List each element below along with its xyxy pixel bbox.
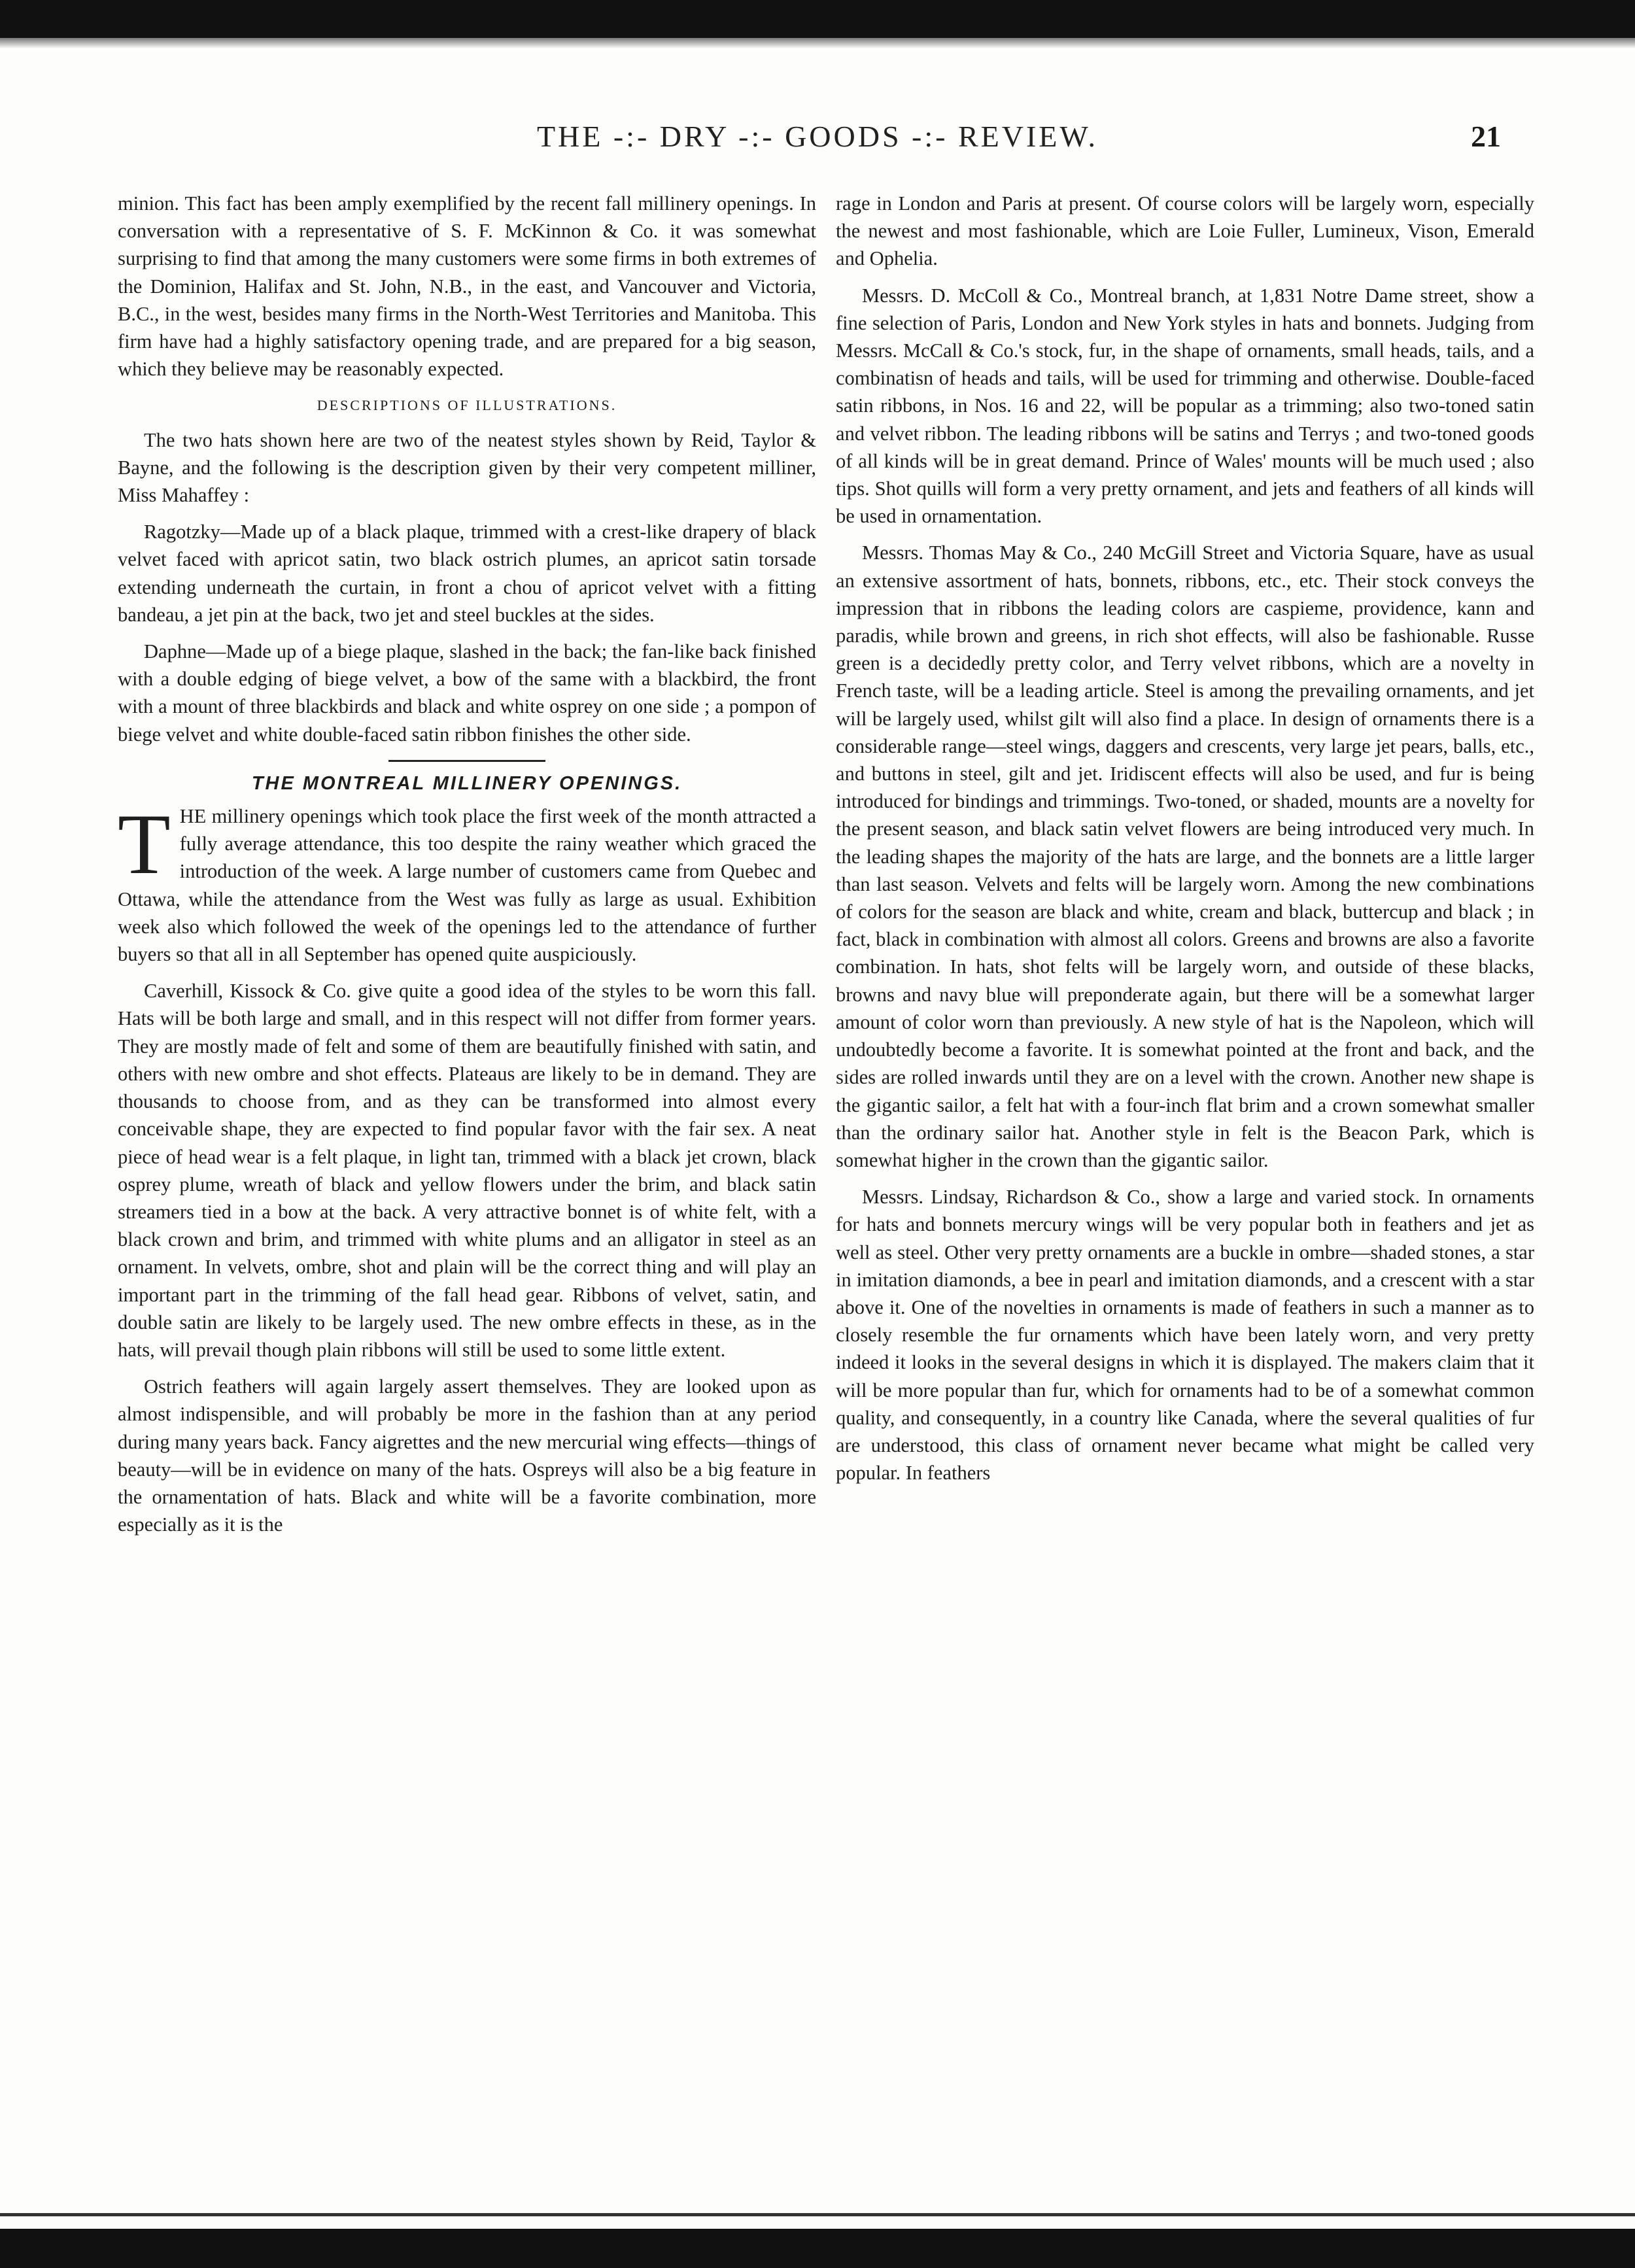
top-scan-border	[0, 0, 1635, 38]
paragraph: Ragotzky—Made up of a black plaque, trimmed with a crest-like drapery of black velvet faced with apricot satin, two black ostrich plumes, an apricot satin torsade extending underneath the curtain, in front a chou of apricot velvet with a fitting bandeau, a jet pin at the back, two jet and steel buckles at the sides.	[118, 521, 816, 626]
section-divider	[388, 760, 545, 762]
paragraph: Caverhill, Kissock & Co. give quite a good idea of the styles to be worn this fall. Hats will be both large and small, and in this respect will not differ from former years. They are mostly made of felt and some of them are beautifully finished with satin, and others with new ombre and shot effects. Plateaus are likely to be in demand. They are thousands to choose from, and as they can be transformed into almost every conceivable shape, they are expected to find popular favor with the fair sex. A neat piece of head wear is a felt plaque, in light tan, trimmed with a black jet crown, black osprey plume, wreath of black and yellow flowers under the brim, and black satin streamers tied in a bow at the back. A very attractive bonnet is of white felt, with a black crown and brim, and trimmed with white plums and an alligator in steel as an ornament. In velvets, ombre, shot and plain will be the correct thing and will play an important part in the trimming of the fall head gear. Ribbons of velvet, satin, and double satin are likely to be largely used. The new ombre effects in these, as in the hats, will prevail though plain ribbons will still be used to some little extent.	[118, 980, 816, 1361]
article-title: THE MONTREAL MILLINERY OPENINGS.	[251, 772, 683, 794]
paragraph: Messrs. D. McColl & Co., Montreal branch, at 1,831 Notre Dame street, show a fine selection of Paris, London and New York styles in hats and bonnets. Judging from Messrs. McCall & Co.'s stock, fur, in the shape of ornaments, small heads, tails, and a combinatisn of heads and tails, will be used for trimming and otherwise. Double-faced satin ribbons, in Nos. 16 and 22, will be popular as a trimming; also two-toned satin and velvet ribbon. The leading ribbons will be satins and Terrys ; and two-toned goods of all kinds will be in great demand. Prince of Wales' mounts will be much used ; also tips. Shot quills will form a very pretty ornament, and jets and feathers of all kinds will be used in ornamentation.	[836, 284, 1534, 528]
right-column	[836, 190, 1534, 1496]
paragraph: Messrs. Lindsay, Richardson & Co., show a large and varied stock. In ornaments for hats and bonnets mercury wings will be very popular both in feathers and jet as well as steel. Other very pretty ornaments are a buckle in ombre—shaded stones, a star in imitation diamonds, a bee in pearl and imitation diamonds, and a crescent with a star above it. One of the novelties in ornaments is made of feathers in such a manner as to closely resemble the fur ornaments which have been lately worn, and very pretty indeed it looks in the several designs in which it is displayed. The makers claim that it will be more popular than fur, which for ornaments had to be of a somewhat common quality, and consequently, in a country like Canada, where the several qualities of fur are understood, this class of ornament never became what might be called very popular. In feathers	[836, 1186, 1534, 1485]
page-number: 21	[1471, 120, 1501, 153]
paragraph: Messrs. Thomas May & Co., 240 McGill Street and Victoria Square, have as usual an extensive assortment of hats, bonnets, ribbons, etc., etc. Their stock conveys the impression that in ribbons the leading colors are caspieme, providence, kann and paradis, while brown and greens, in rich shot effects, will also be fashionable. Russe green is a decidedly pretty color, and Terry velvet ribbons, which are a novelty in French taste, will be a leading article. Steel is among the prevailing ornaments, and jet will be largely used, whilst gilt will also find a place. In design of ornaments there is a considerable range—steel wings, daggers and crescents, very large jet pears, balls, etc., and buttons in steel, gilt and jet. Iridiscent effects will also be used, and fur is being introduced for bindings and trimmings. Two-toned, or shaded, mounts are a novelty for the present season, and black satin velvet flowers are being introduced very much. In the leading shapes the majority of the hats are large, and the bonnets are a little larger than last season. Velvets and felts will be largely worn. Among the new combinations of colors for the season are black and white, cream and black, buttercup and black ; in fact, black in combination with almost all colors. Greens and browns are also a favorite combination. In hats, shot felts will be largely worn, and outside of these blacks, browns and navy blue will preponderate again, but there will be a somewhat larger amount of color worn than previously. A new style of hat is the Napoleon, which will undoubtedly become a favorite. It is somewhat pointed at the front and back, and the sides are rolled inwards until they are on a level with the crown. Another new shape is the gigantic sailor, a felt hat with a four-inch flat brim and a crown somewhat smaller than the ordinary sailor hat. Another style in felt is the Beacon Park, which is somewhat higher in the crown than the gigantic sailor.	[836, 541, 1534, 1171]
running-title: THE -:- DRY -:- GOODS -:- REVIEW.	[536, 120, 1099, 153]
top-scan-shadow	[0, 38, 1635, 48]
paragraph: minion. This fact has been amply exemplified by the recent fall millinery openings. In conversation with a representative of S. F. McKinnon & Co. it was somewhat surprising to find that among the many customers were some firms in both extremes of the Dominion, Halifax and St. John, N.B., in the east, and Vancouver and Victoria, B.C., in the west, besides many firms in the North-West Territories and Manitoba. This firm have had a highly satisfactory opening trade, and are prepared for a big season, which they believe may be reasonably expected.	[118, 192, 816, 381]
lead-text: HE millinery openings which took place the first week of the month attracted a fully average attendance, this too despite the rainy weather which graced the introduction of the week. A large number of customers came from Quebec and Ottawa, while the attendance from the West was fully as large as usual. Exhibition week also which followed the week of the openings led to the attendance of further buyers so that all in all September has opened quite auspiciously.	[118, 805, 816, 966]
paragraph: Daphne—Made up of a biege plaque, slashed in the back; the fan-like back finished with a double edging of biege velvet, a bow of the same with a blackbird, the front with a mount of three blackbirds and black and white osprey on one side ; a pompon of biege velvet and white double-faced satin ribbon finishes the other side.	[118, 640, 816, 746]
paragraph: Ostrich feathers will again largely assert themselves. They are looked upon as almost indispensible, and will probably be more in the fashion than at any period during many years back. Fancy aigrettes and the new mercurial wing effects—things of beauty—will be in evidence on many of the hats. Ospreys will also be a big feature in the ornamentation of hats. Black and white will be a favorite combination, more especially as it is the	[118, 1375, 816, 1536]
paragraph: The two hats shown here are two of the neatest styles shown by Reid, Taylor & Bayne, and the following is the description given by their very competent milliner, Miss Mahaffey :	[118, 428, 816, 507]
drop-cap: T	[118, 796, 171, 893]
left-column	[118, 190, 816, 1547]
lead-paragraph	[118, 796, 816, 968]
paragraph: rage in London and Paris at present. Of course colors will be largely worn, especially the newest and most fashionable, which are Loie Fuller, Lumineux, Vison, Emerald and Ophelia.	[836, 192, 1534, 270]
bottom-scan-border	[0, 2229, 1635, 2268]
section-heading: DESCRIPTIONS OF ILLUSTRATIONS.	[317, 397, 617, 414]
bottom-rule	[0, 2213, 1635, 2216]
